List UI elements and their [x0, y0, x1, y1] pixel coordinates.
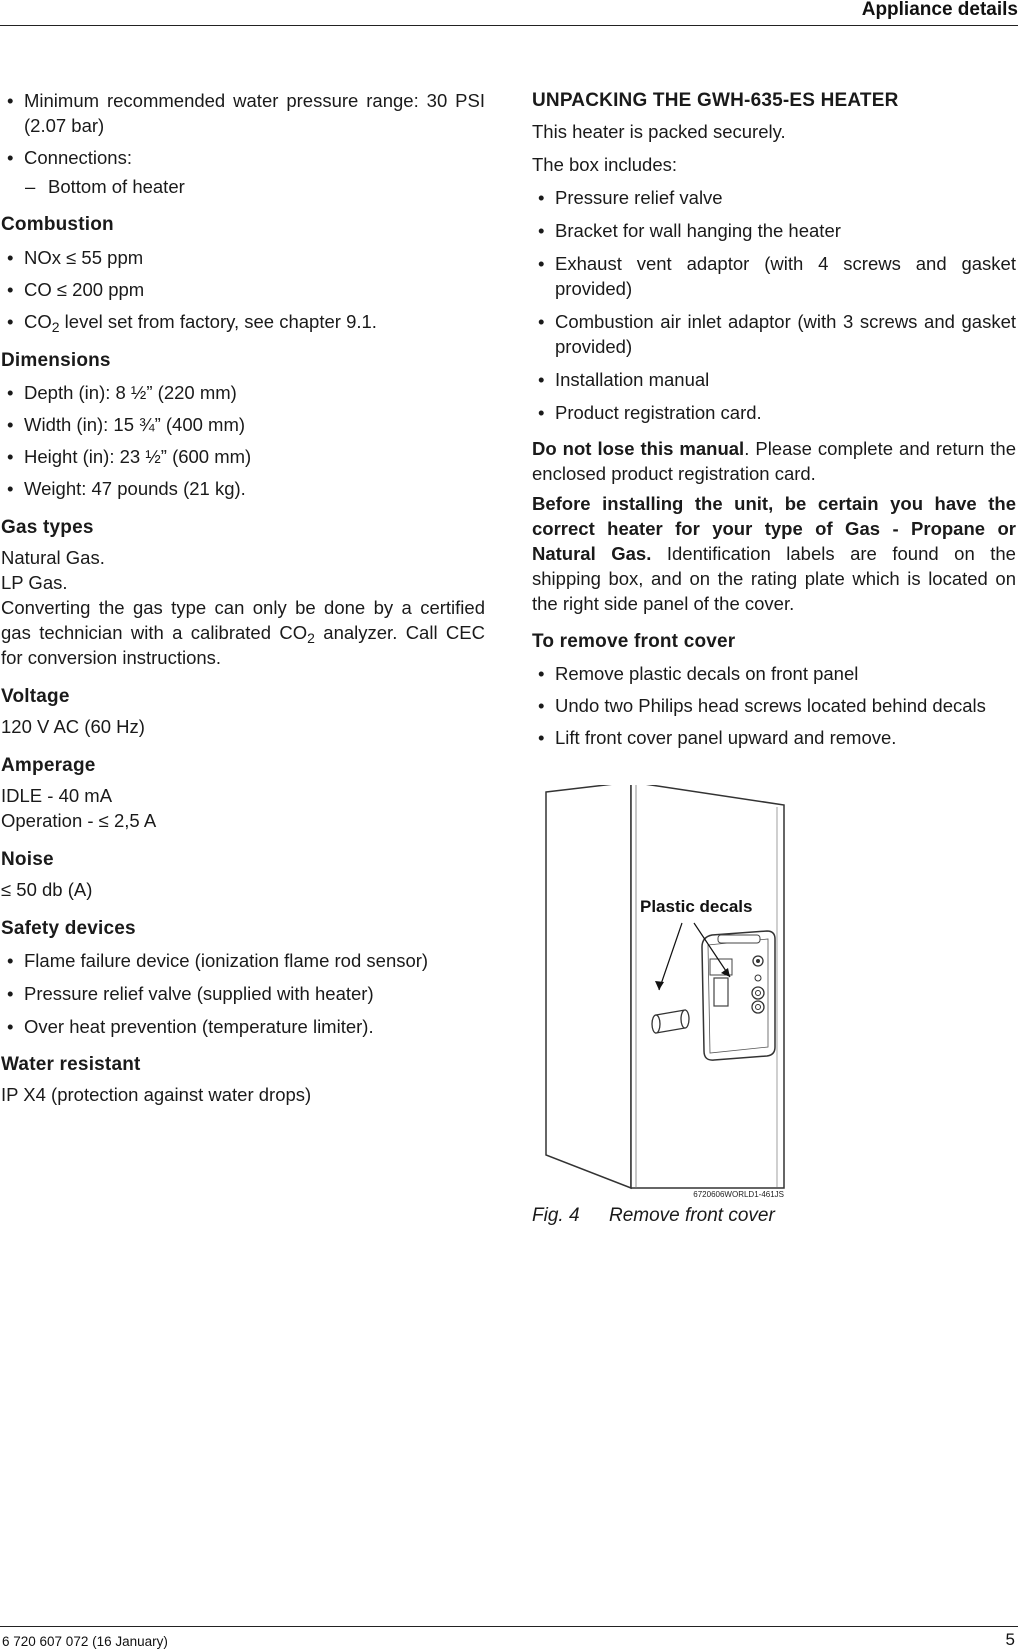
- right-column: [532, 88, 1016, 750]
- heater-side-panel: [546, 785, 631, 1188]
- list-item: • Minimum recommended water pressure range: 30 PSI (2.07 bar): [1, 88, 485, 138]
- list-item: • Pressure relief valve: [532, 185, 1016, 210]
- install-note-text: Identification labels are found on the shipping box, and on the rating plate which is located on the right side panel of the cover.: [532, 543, 1016, 614]
- section-heading-combustion: Combustion: [1, 214, 114, 235]
- amperage-idle: IDLE - 40 mA: [1, 785, 113, 806]
- install-note-bold: Before installing the unit, be certain you have the correct heater for your type of Gas - Propane or Natural Gas.: [532, 493, 1016, 564]
- list-item: • Product registration card.: [532, 400, 1016, 425]
- section-heading-water-resistant: Water resistant: [1, 1054, 141, 1075]
- page-header-title: Appliance details: [861, 0, 1018, 20]
- install-note: [532, 491, 1016, 616]
- section-heading-safety-devices: Safety devices: [1, 918, 136, 939]
- section-heading-dimensions: Dimensions: [1, 350, 111, 371]
- list-item: • Combustion air inlet adaptor (with 3 screws and gasket provided): [532, 309, 1016, 359]
- list-item: • Height (in): 23 ½” (600 mm): [1, 444, 485, 469]
- figure-caption: [532, 1205, 775, 1227]
- footer-rule: [0, 1626, 1018, 1627]
- heater-figure: [532, 785, 1016, 1205]
- manual-note-bold: Do not lose this manual: [532, 438, 745, 459]
- list-item: [1, 309, 485, 334]
- list-item: • Weight: 47 pounds (21 kg).: [1, 476, 485, 501]
- list-item: • Over heat prevention (temperature limiter).: [1, 1014, 485, 1039]
- co2-suffix: level set from factory, see chapter 9.1.: [59, 311, 377, 332]
- list-item: • CO ≤ 200 ppm: [1, 277, 485, 302]
- list-item: • Connections:: [1, 145, 485, 170]
- figure-caption-text: Remove front cover: [609, 1205, 775, 1226]
- co2-prefix: CO: [24, 311, 52, 332]
- header-rule: [0, 25, 1018, 26]
- plastic-decals-label: Plastic decals: [640, 897, 753, 916]
- list-item: • Pressure relief valve (supplied with heater): [1, 981, 485, 1006]
- gas-type-lp: LP Gas.: [1, 572, 68, 593]
- gas-type-natural: Natural Gas.: [1, 547, 105, 568]
- left-column: [1, 88, 485, 1107]
- conversion-text: Converting the gas type can only be done by a certified gas technician with a calibrated CO: [1, 597, 485, 643]
- page-number: 5: [1005, 1630, 1015, 1649]
- water-resistant-value: IP X4 (protection against water drops): [1, 1084, 312, 1105]
- list-item: • Lift front cover panel upward and remove.: [532, 725, 1016, 750]
- sub-list-item: – Bottom of heater: [1, 174, 485, 199]
- amperage-operation: Operation - ≤ 2,5 A: [1, 810, 157, 831]
- list-item: • Installation manual: [532, 367, 1016, 392]
- list-item: • Depth (in): 8 ½” (220 mm): [1, 380, 485, 405]
- gas-conversion-note: [1, 595, 485, 670]
- section-heading-remove-cover: To remove front cover: [532, 631, 736, 652]
- manual-note: [532, 436, 1016, 486]
- voltage-value: 120 V AC (60 Hz): [1, 716, 145, 737]
- noise-value: ≤ 50 db (A): [1, 879, 93, 900]
- section-heading-voltage: Voltage: [1, 686, 70, 707]
- section-heading-noise: Noise: [1, 849, 54, 870]
- list-item: • Bracket for wall hanging the heater: [532, 218, 1016, 243]
- list-item: • NOx ≤ 55 ppm: [1, 245, 485, 270]
- list-item: • Remove plastic decals on front panel: [532, 661, 1016, 686]
- section-heading-gas-types: Gas types: [1, 517, 94, 538]
- list-item: • Flame failure device (ionization flame rod sensor): [1, 948, 485, 973]
- figure-code: 6720606WORLD1-461JS: [693, 1190, 784, 1199]
- conversion-text-end: analyzer. Call CEC for conversion instructions.: [1, 622, 485, 668]
- manual-note-text: . Please complete and return the enclosed product registration card.: [532, 438, 1016, 484]
- box-includes-label: The box includes:: [532, 154, 678, 175]
- section-heading-amperage: Amperage: [1, 755, 96, 776]
- figure-number: Fig. 4: [532, 1205, 580, 1226]
- list-item: • Width (in): 15 ¾” (400 mm): [1, 412, 485, 437]
- heater-illustration: [532, 785, 1016, 1205]
- co2-subscript: 2: [51, 319, 60, 335]
- co2-subscript: 2: [307, 630, 315, 646]
- document-number: 6 720 607 072 (16 January): [2, 1634, 168, 1649]
- list-item: • Exhaust vent adaptor (with 4 screws and gasket provided): [532, 251, 1016, 301]
- list-item: • Undo two Philips head screws located behind decals: [532, 693, 1016, 718]
- section-heading-unpacking: UNPACKING THE GWH-635-ES HEATER: [532, 90, 899, 111]
- unpacking-intro: This heater is packed securely.: [532, 121, 786, 142]
